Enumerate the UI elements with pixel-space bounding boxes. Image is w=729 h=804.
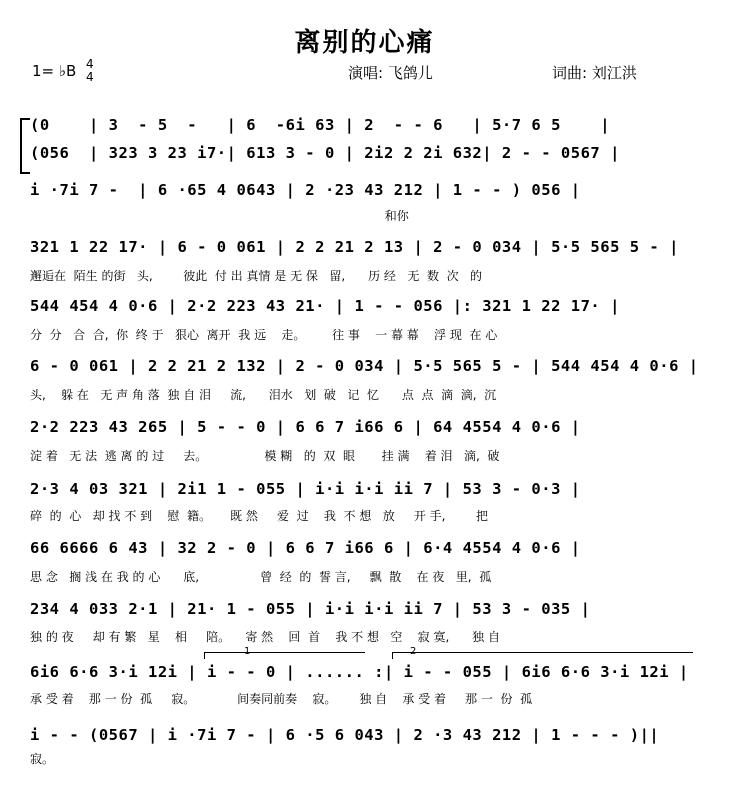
system-brace — [20, 118, 30, 174]
lyric-row: 和你 — [30, 209, 409, 223]
lyric-row: 邂逅在 陌生 的街 头, 彼此 付 出 真情 是 无 保 留, 历 经 无 数 次 的 — [30, 269, 483, 283]
singer-credit: 演唱: 飞鸽儿 — [348, 64, 433, 82]
score-line — [30, 480, 700, 506]
lyric-row: 分 分 合 合, 你 终 于 狠心 离开 我 远 走。 往 事 一 幕 幕 浮 现 在 心 — [30, 328, 498, 342]
notation-row: i - - (0567 | i ·7i 7 - | 6 ·5 6 043 | 2 ·3 43 212 | 1 - - - )|| — [30, 726, 660, 744]
notation-row: 321 1 22 17· | 6 - 0 061 | 2 2 21 2 13 | 2 - 0 034 | 5·5 565 5 - | — [30, 238, 679, 256]
notation-row: 2·3 4 03 321 | 2i1 1 - 055 | i·i i·i ii 7 | 53 3 - 0·3 | — [30, 480, 581, 498]
time-signature — [86, 58, 94, 84]
time-signature-top: 4 — [86, 57, 94, 71]
lyric-row: 独 的 夜 却 有 繁 星 相 陪。 寄 然 回 首 我 不 想 空 寂 寞, 独 自 — [30, 630, 500, 644]
score-line — [30, 238, 700, 264]
score-line — [30, 663, 700, 689]
first-ending-number: 1 — [244, 646, 251, 657]
time-signature-bottom: 4 — [86, 70, 94, 84]
score-line — [30, 116, 700, 142]
notation-row: 544 454 4 0·6 | 2·2 223 43 21· | 1 - - 056 |: 321 1 22 17· | — [30, 297, 620, 315]
lyric-row: 淀 着 无 法 逃 离 的 过 去。 模 糊 的 双 眼 挂 满 着 泪 滴, 破 — [30, 449, 500, 463]
notation-row: (056 | 323 3 23 i7·| 613 3 - 0 | 2i2 2 2i 632| 2 - - 0567 | — [30, 144, 620, 162]
score-line — [30, 297, 700, 323]
notation-row: 234 4 033 2·1 | 21· 1 - 055 | i·i i·i ii 7 | 53 3 - 035 | — [30, 600, 591, 618]
notation-row: 66 6666 6 43 | 32 2 - 0 | 6 6 7 i66 6 | 6·4 4554 4 0·6 | — [30, 539, 581, 557]
first-ending-bracket — [204, 652, 365, 659]
notation-row: 6 - 0 061 | 2 2 21 2 132 | 2 - 0 034 | 5·5 565 5 - | 544 454 4 0·6 | — [30, 357, 699, 375]
lyric-row: 碎 的 心 却 找 不 到 慰 籍。 既 然 爱 过 我 不 想 放 开 手, 把 — [30, 509, 488, 523]
lyric-row: 寂。 — [30, 752, 55, 766]
key-signature: 1= ♭B — [32, 62, 77, 80]
score-line — [30, 181, 700, 207]
notation-row: 6i6 6·6 3·i 12i | i - - 0 | ...... :| i - - 055 | 6i6 6·6 3·i 12i | — [30, 663, 689, 681]
score-line — [30, 357, 700, 383]
score-line — [30, 539, 700, 565]
score-line — [30, 600, 700, 626]
lyric-row: 承 受 着 那 一 份 孤 寂。 间奏同前奏 寂。 独 自 承 受 着 那 一 份 孤 — [30, 692, 533, 706]
score-line — [30, 418, 700, 444]
song-title: 离别的心痛 — [294, 28, 435, 58]
lyric-row: 思 念 搁 浅 在 我 的 心 底, 曾 经 的 誓 言, 飘 散 在 夜 里, 孤 — [30, 570, 492, 584]
lyric-row: 头, 躲 在 无 声 角 落 独 自 泪 流, 泪水 划 破 记 忆 点 点 滴 滴, 沉 — [30, 388, 497, 402]
notation-row: (0 | 3 - 5 - | 6 -6i 63 | 2 - - 6 | 5·7 6 5 | — [30, 116, 611, 134]
second-ending-bracket — [392, 652, 693, 659]
notation-row: i ·7i 7 - | 6 ·65 4 0643 | 2 ·23 43 212 | 1 - - ) 056 | — [30, 181, 581, 199]
score-line — [30, 144, 700, 170]
second-ending-number: 2 — [410, 646, 417, 657]
composer-credit: 词曲: 刘江洪 — [552, 64, 637, 82]
notation-row: 2·2 223 43 265 | 5 - - 0 | 6 6 7 i66 6 | 64 4554 4 0·6 | — [30, 418, 581, 436]
score-line — [30, 726, 700, 752]
